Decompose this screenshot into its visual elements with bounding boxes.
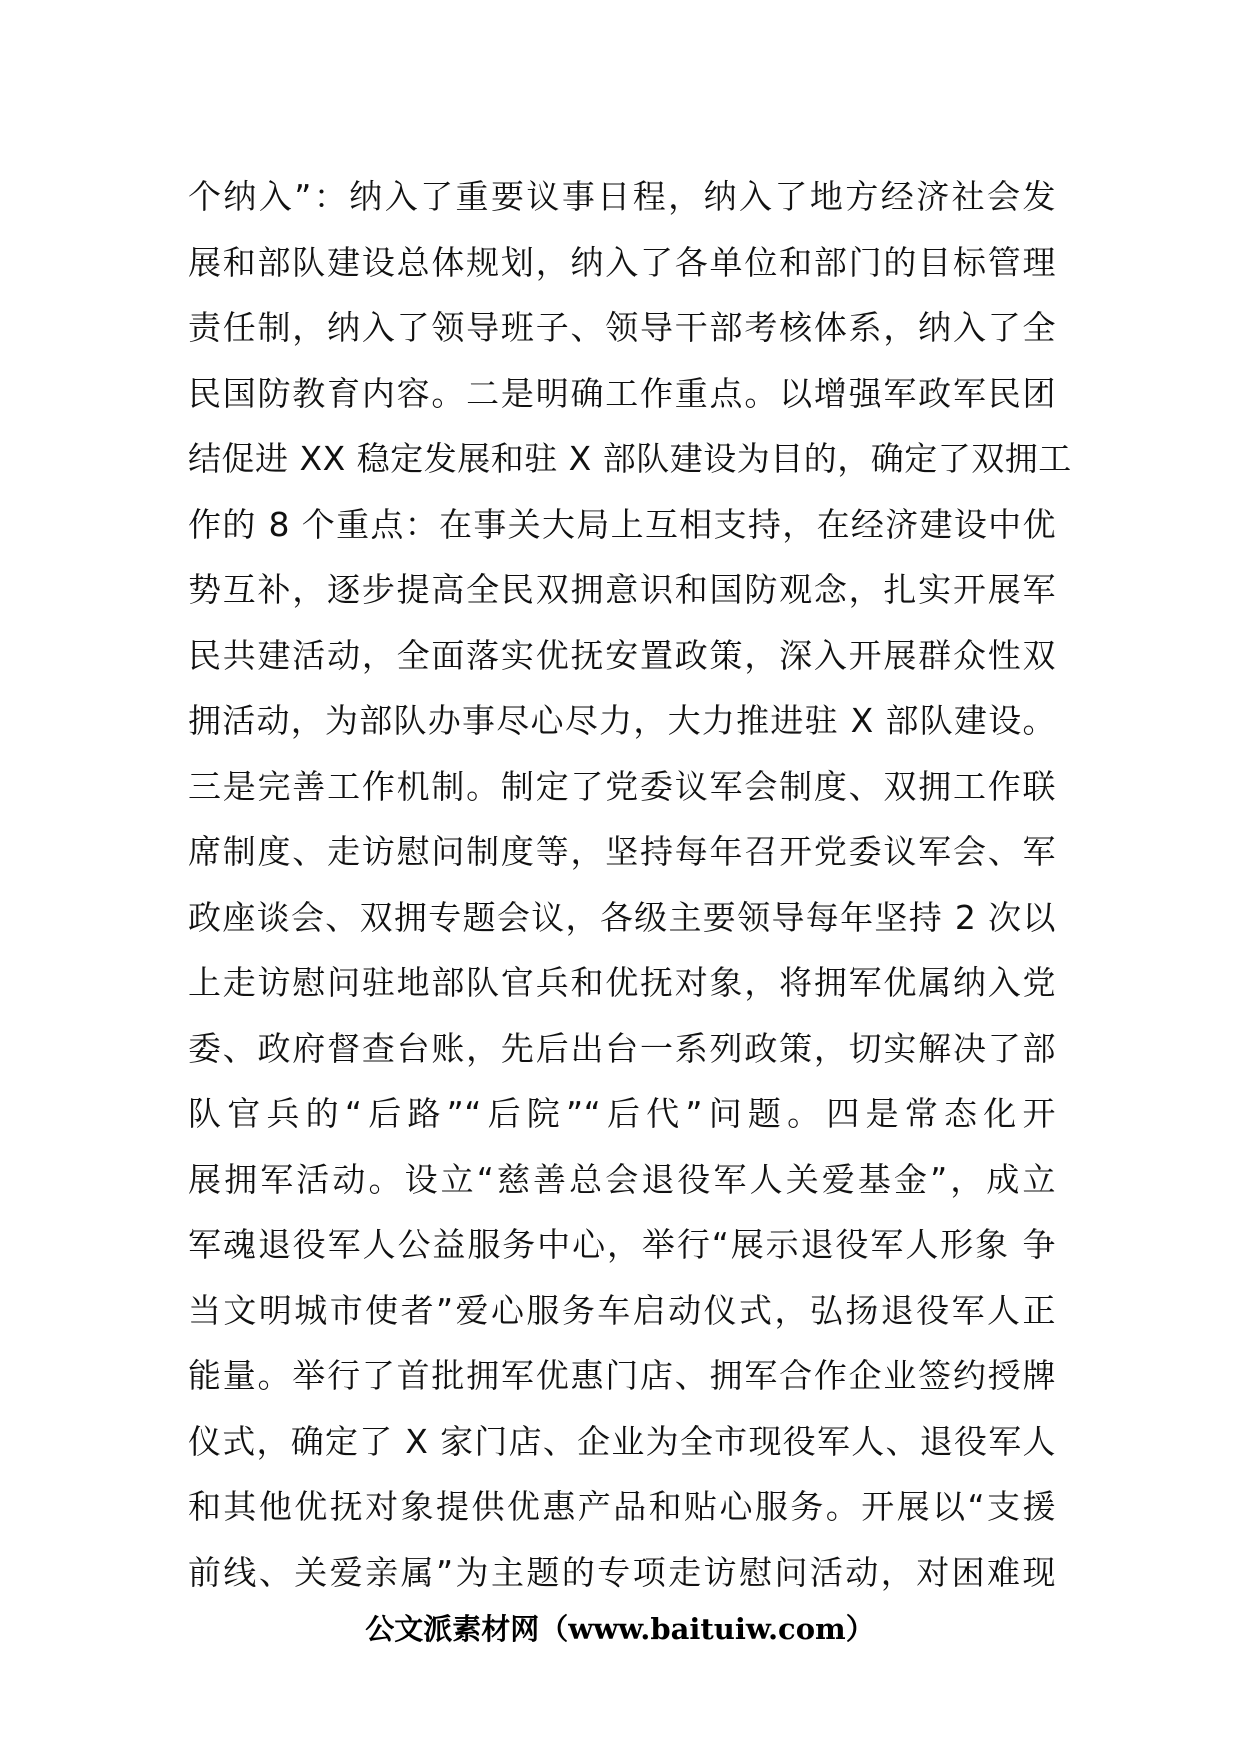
- text-line: 队官兵的“后路”“后院”“后代”问题。四是常态化开: [188, 1094, 1056, 1133]
- text-line: 作的 8 个重点：在事关大局上互相支持，在经济建设中优: [188, 504, 1056, 544]
- text-line: 个纳入”：纳入了重要议事日程，纳入了地方经济社会发: [188, 177, 1056, 216]
- text-line: 当文明城市使者”爱心服务车启动仪式，弘扬退役军人正: [188, 1290, 1056, 1330]
- text-line: 展和部队建设总体规划，纳入了各单位和部门的目标管理: [188, 242, 1056, 282]
- text-line: 民国防教育内容。二是明确工作重点。以增强军政军民团: [188, 373, 1056, 413]
- text-line: 仪式，确定了 X 家门店、企业为全市现役军人、退役军人: [188, 1421, 1056, 1461]
- text-line: 席制度、走访慰问制度等，坚持每年召开党委议军会、军: [188, 832, 1056, 871]
- text-line: 展拥军活动。设立“慈善总会退役军人关爱基金”，成立: [188, 1159, 1056, 1199]
- text-line: 结促进 XX 稳定发展和驻 X 部队建设为目的，确定了双拥工: [188, 439, 1072, 478]
- text-line: 能量。举行了首批拥军优惠门店、拥军合作企业签约授牌: [188, 1356, 1056, 1395]
- text-line: 军魂退役军人公益服务中心，举行“展示退役军人形象 争: [188, 1225, 1056, 1264]
- text-line: 政座谈会、双拥专题会议，各级主要领导每年坚持 2 次以: [188, 897, 1056, 937]
- text-line: 责任制，纳入了领导班子、领导干部考核体系，纳入了全: [188, 308, 1056, 347]
- text-line: 委、政府督查台账，先后出台一系列政策，切实解决了部: [188, 1028, 1056, 1068]
- text-line: 前线、关爱亲属”为主题的专项走访慰问活动，对困难现: [188, 1552, 1056, 1592]
- page-footer-watermark: 公文派素材网（www.baituiw.com）: [365, 1612, 875, 1646]
- text-line: 和其他优抚对象提供优惠产品和贴心服务。开展以“支援: [188, 1487, 1056, 1526]
- text-line: 民共建活动，全面落实优抚安置政策，深入开展群众性双: [188, 635, 1056, 675]
- document-body: [188, 164, 1072, 1605]
- text-line: 三是完善工作机制。制定了党委议军会制度、双拥工作联: [188, 766, 1056, 806]
- text-line: 拥活动，为部队办事尽心尽力，大力推进驻 X 部队建设。: [188, 701, 1056, 740]
- text-line: 上走访慰问驻地部队官兵和优抚对象，将拥军优属纳入党: [188, 963, 1056, 1002]
- text-line: 势互补，逐步提高全民双拥意识和国防观念，扎实开展军: [188, 570, 1056, 609]
